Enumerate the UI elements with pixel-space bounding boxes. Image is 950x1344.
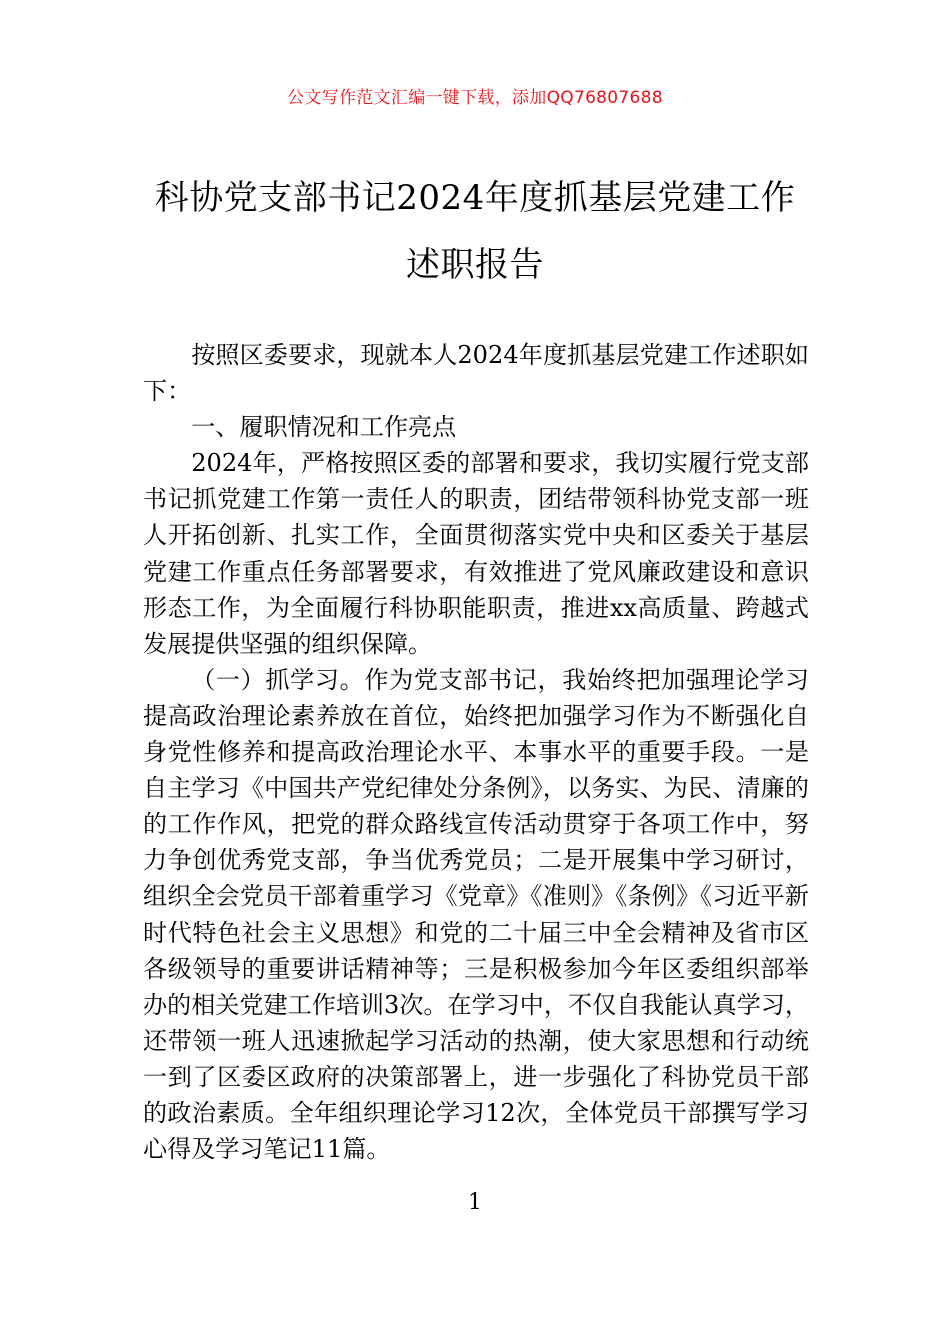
watermark-banner: 公文写作范文汇编一键下载，添加QQ76807688 — [287, 88, 663, 108]
paragraph: 2024年，严格按照区委的部署和要求，我切实履行党支部书记抓党建工作第一责任人的职责，团结带领科协党支部一班人开拓创新、扎实工作，全面贯彻落实党中央和区委关于基层党建工作重点任务部署要求，有效推进了党风廉政建设和意识形态工作，为全面履行科协职能职责，推进xx高质量、跨越式发展提供坚强的组织保障。 — [143, 449, 809, 658]
document-title-line-1: 科协党支部书记2024年度抓基层党建工作 — [154, 178, 796, 218]
document-title-line-2: 述职报告 — [406, 245, 544, 285]
paragraph-intro: 按照区委要求，现就本人2024年度抓基层党建工作述职如下： — [143, 341, 809, 406]
paragraph: （一）抓学习。作为党支部书记，我始终把加强理论学习提高政治理论素养放在首位，始终把加强学习作为不断强化自身党性修养和提高政治理论水平、本事水平的重要手段。一是自主学习《中国共产党纪律处分条例》，以务实、为民、清廉的的工作作风，把党的群众路线宣传活动贯穿于各项工作中，努力争创优秀党支部，争当优秀党员；二是开展集中学习研讨，组织全会党员干部着重学习《党章》《准则》《条例》《习近平新时代特色社会主义思想》和党的二十届三中全会精神及省市区各级领导的重要讲话精神等；三是积极参加今年区委组织部举办的相关党建工作培训3次。在学习中，不仅自我能认真学习，还带领一班人迅速掀起学习活动的热潮，使大家思想和行动统一到了区委区政府的决策部署上，进一步强化了科协党员干部的政治素质。全年组织理论学习12次，全体党员干部撰写学习心得及学习笔记11篇。 — [143, 665, 809, 1164]
page-number: 1 — [468, 1190, 482, 1215]
document-body — [143, 337, 809, 1167]
section-heading: 一、履职情况和工作亮点 — [191, 413, 457, 442]
